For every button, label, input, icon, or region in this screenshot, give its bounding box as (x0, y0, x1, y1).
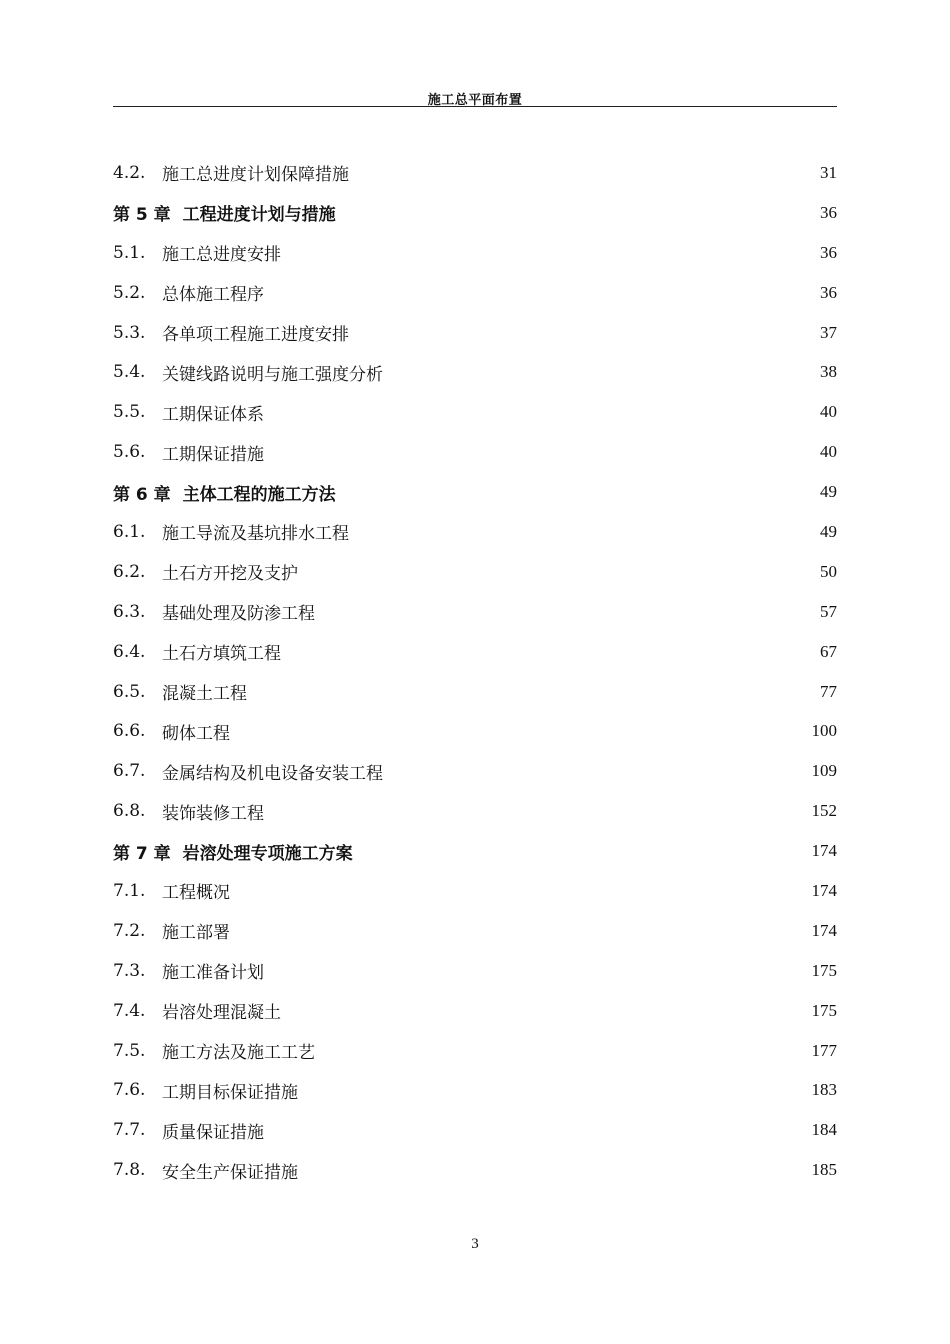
toc-section-entry[interactable] (113, 672, 837, 712)
toc-entry-number: 7.8. (113, 1160, 146, 1181)
toc-entry-label (113, 998, 281, 1023)
toc-entry-page: 109 (811, 761, 837, 781)
toc-entry-title: 各单项工程施工进度安排 (162, 325, 349, 345)
toc-entry-number: 5.6. (113, 442, 146, 463)
toc-entry-page: 36 (820, 282, 837, 302)
toc-entry-title: 质量保证措施 (162, 1122, 264, 1143)
toc-entry-page: 100 (811, 721, 837, 741)
toc-entry-title: 施工导流及基坑排水工程 (162, 524, 349, 545)
toc-entry-label (113, 1038, 315, 1063)
toc-entry-label (113, 839, 353, 864)
toc-entry-number: 7.7. (113, 1120, 146, 1141)
toc-entry-page: 38 (820, 362, 837, 382)
toc-entry-title: 混凝土工程 (162, 684, 247, 705)
toc-section-entry[interactable] (113, 552, 837, 592)
toc-entry-title: 施工部署 (162, 923, 230, 944)
toc-entry-page: 175 (811, 1000, 837, 1020)
toc-entry-page: 77 (820, 681, 837, 701)
toc-entry-title: 施工准备计划 (162, 963, 264, 984)
toc-section-entry[interactable] (113, 512, 837, 552)
toc-entry-number: 6.7. (113, 761, 146, 782)
toc-section-entry[interactable] (113, 871, 837, 911)
toc-entry-title: 关键线路说明与施工强度分析 (162, 364, 383, 385)
toc-section-entry[interactable] (113, 352, 837, 392)
toc-entry-page: 40 (820, 442, 837, 462)
toc-section-entry[interactable] (113, 1031, 837, 1071)
toc-entry-page: 40 (820, 402, 837, 422)
toc-entry-title: 总体施工程序 (162, 285, 264, 306)
toc-entry-page: 31 (820, 162, 837, 182)
toc-chapter-entry[interactable] (113, 831, 837, 871)
toc-entry-label (113, 480, 336, 505)
toc-entry-page: 174 (811, 920, 837, 940)
toc-entry-title: 工期保证措施 (162, 444, 264, 465)
toc-entry-label (113, 719, 230, 744)
toc-section-entry[interactable] (113, 991, 837, 1031)
toc-entry-label (113, 559, 298, 584)
toc-entry-title: 土石方开挖及支护 (162, 564, 298, 585)
table-of-contents (113, 153, 837, 1190)
toc-section-entry[interactable] (113, 432, 837, 472)
toc-entry-title: 岩溶处理混凝土 (162, 1003, 281, 1024)
toc-section-entry[interactable] (113, 392, 837, 432)
toc-entry-label (113, 958, 264, 983)
header-divider (113, 106, 837, 107)
toc-entry-title: 岩溶处理专项施工方案 (182, 843, 353, 864)
toc-entry-label (113, 440, 264, 465)
toc-entry-title: 施工总进度计划保障措施 (162, 165, 349, 186)
toc-entry-page: 36 (820, 202, 837, 222)
toc-entry-page: 174 (811, 841, 837, 861)
toc-entry-number: 6.5. (113, 681, 146, 702)
toc-entry-label (113, 240, 281, 265)
toc-section-entry[interactable] (113, 951, 837, 991)
toc-entry-page: 49 (820, 521, 837, 541)
toc-entry-title: 安全生产保证措施 (162, 1162, 298, 1183)
toc-entry-label (113, 200, 336, 225)
toc-entry-label (113, 679, 247, 704)
toc-section-entry[interactable] (113, 233, 837, 273)
toc-section-entry[interactable] (113, 273, 837, 313)
toc-entry-number: 5.5. (113, 402, 146, 423)
toc-entry-number: 第 7 章 (113, 843, 171, 864)
toc-entry-title: 装饰装修工程 (162, 803, 264, 824)
toc-entry-label (113, 639, 281, 664)
toc-entry-page: 36 (820, 242, 837, 262)
page-number: 3 (471, 1236, 479, 1252)
toc-entry-label (113, 918, 230, 943)
toc-entry-label (113, 759, 383, 784)
toc-entry-page: 152 (811, 801, 837, 821)
toc-entry-number: 5.2. (113, 282, 146, 303)
toc-entry-number: 4.2. (113, 162, 146, 183)
toc-entry-number: 6.2. (113, 561, 146, 582)
toc-entry-label (113, 320, 349, 345)
toc-entry-title: 基础处理及防渗工程 (162, 604, 315, 625)
toc-entry-page: 177 (811, 1040, 837, 1060)
toc-entry-label (113, 878, 230, 903)
toc-entry-number: 7.2. (113, 920, 146, 941)
toc-entry-title: 工程进度计划与措施 (182, 205, 336, 226)
toc-entry-title: 工期目标保证措施 (162, 1082, 298, 1103)
toc-entry-number: 第 6 章 (113, 484, 171, 505)
toc-section-entry[interactable] (113, 632, 837, 672)
toc-entry-number: 7.1. (113, 880, 146, 901)
toc-entry-label (113, 360, 383, 385)
toc-entry-label (113, 1078, 298, 1103)
toc-entry-title: 工期保证体系 (162, 404, 264, 425)
toc-entry-title: 工程概况 (162, 883, 230, 904)
toc-entry-title: 金属结构及机电设备安装工程 (162, 763, 383, 784)
toc-entry-number: 第 5 章 (113, 205, 171, 226)
toc-entry-page: 184 (811, 1120, 837, 1140)
toc-section-entry[interactable] (113, 911, 837, 951)
toc-entry-number: 6.3. (113, 601, 146, 622)
toc-entry-number: 7.4. (113, 1000, 146, 1021)
toc-section-entry[interactable] (113, 1070, 837, 1110)
toc-entry-page: 183 (811, 1080, 837, 1100)
toc-section-entry[interactable] (113, 592, 837, 632)
toc-section-entry[interactable] (113, 791, 837, 831)
toc-entry-label (113, 280, 264, 305)
toc-entry-page: 50 (820, 561, 837, 581)
toc-section-entry[interactable] (113, 153, 837, 193)
running-header-title: 施工总平面布置 (427, 93, 523, 108)
toc-entry-number: 5.4. (113, 362, 146, 383)
toc-chapter-entry[interactable] (113, 193, 837, 233)
toc-entry-label (113, 160, 349, 185)
toc-entry-number: 6.1. (113, 521, 146, 542)
toc-entry-title: 砌体工程 (162, 723, 230, 744)
toc-entry-title: 主体工程的施工方法 (182, 484, 336, 505)
toc-entry-page: 185 (811, 1160, 837, 1180)
toc-entry-title: 土石方填筑工程 (162, 644, 281, 665)
toc-entry-label (113, 519, 349, 544)
toc-entry-number: 6.6. (113, 721, 146, 742)
toc-entry-number: 5.1. (113, 242, 146, 263)
toc-section-entry[interactable] (113, 1150, 837, 1190)
toc-section-entry[interactable] (113, 751, 837, 791)
toc-entry-page: 175 (811, 960, 837, 980)
toc-entry-page: 67 (820, 641, 837, 661)
toc-entry-title: 施工方法及施工工艺 (162, 1043, 315, 1064)
toc-entry-label (113, 1158, 298, 1183)
toc-chapter-entry[interactable] (113, 472, 837, 512)
toc-section-entry[interactable] (113, 1110, 837, 1150)
toc-entry-page: 174 (811, 880, 837, 900)
toc-entry-number: 7.6. (113, 1080, 146, 1101)
toc-entry-page: 49 (820, 482, 837, 502)
toc-entry-page: 37 (820, 322, 837, 342)
toc-entry-label (113, 799, 264, 824)
toc-entry-title: 施工总进度安排 (162, 245, 281, 266)
toc-section-entry[interactable] (113, 711, 837, 751)
toc-section-entry[interactable] (113, 313, 837, 353)
toc-entry-number: 5.3. (113, 322, 146, 343)
toc-entry-number: 7.3. (113, 960, 146, 981)
toc-entry-page: 57 (820, 601, 837, 621)
toc-entry-label (113, 599, 315, 624)
toc-entry-number: 7.5. (113, 1040, 146, 1061)
toc-entry-number: 6.8. (113, 801, 146, 822)
toc-entry-label (113, 400, 264, 425)
toc-entry-label (113, 1118, 264, 1143)
toc-entry-number: 6.4. (113, 641, 146, 662)
